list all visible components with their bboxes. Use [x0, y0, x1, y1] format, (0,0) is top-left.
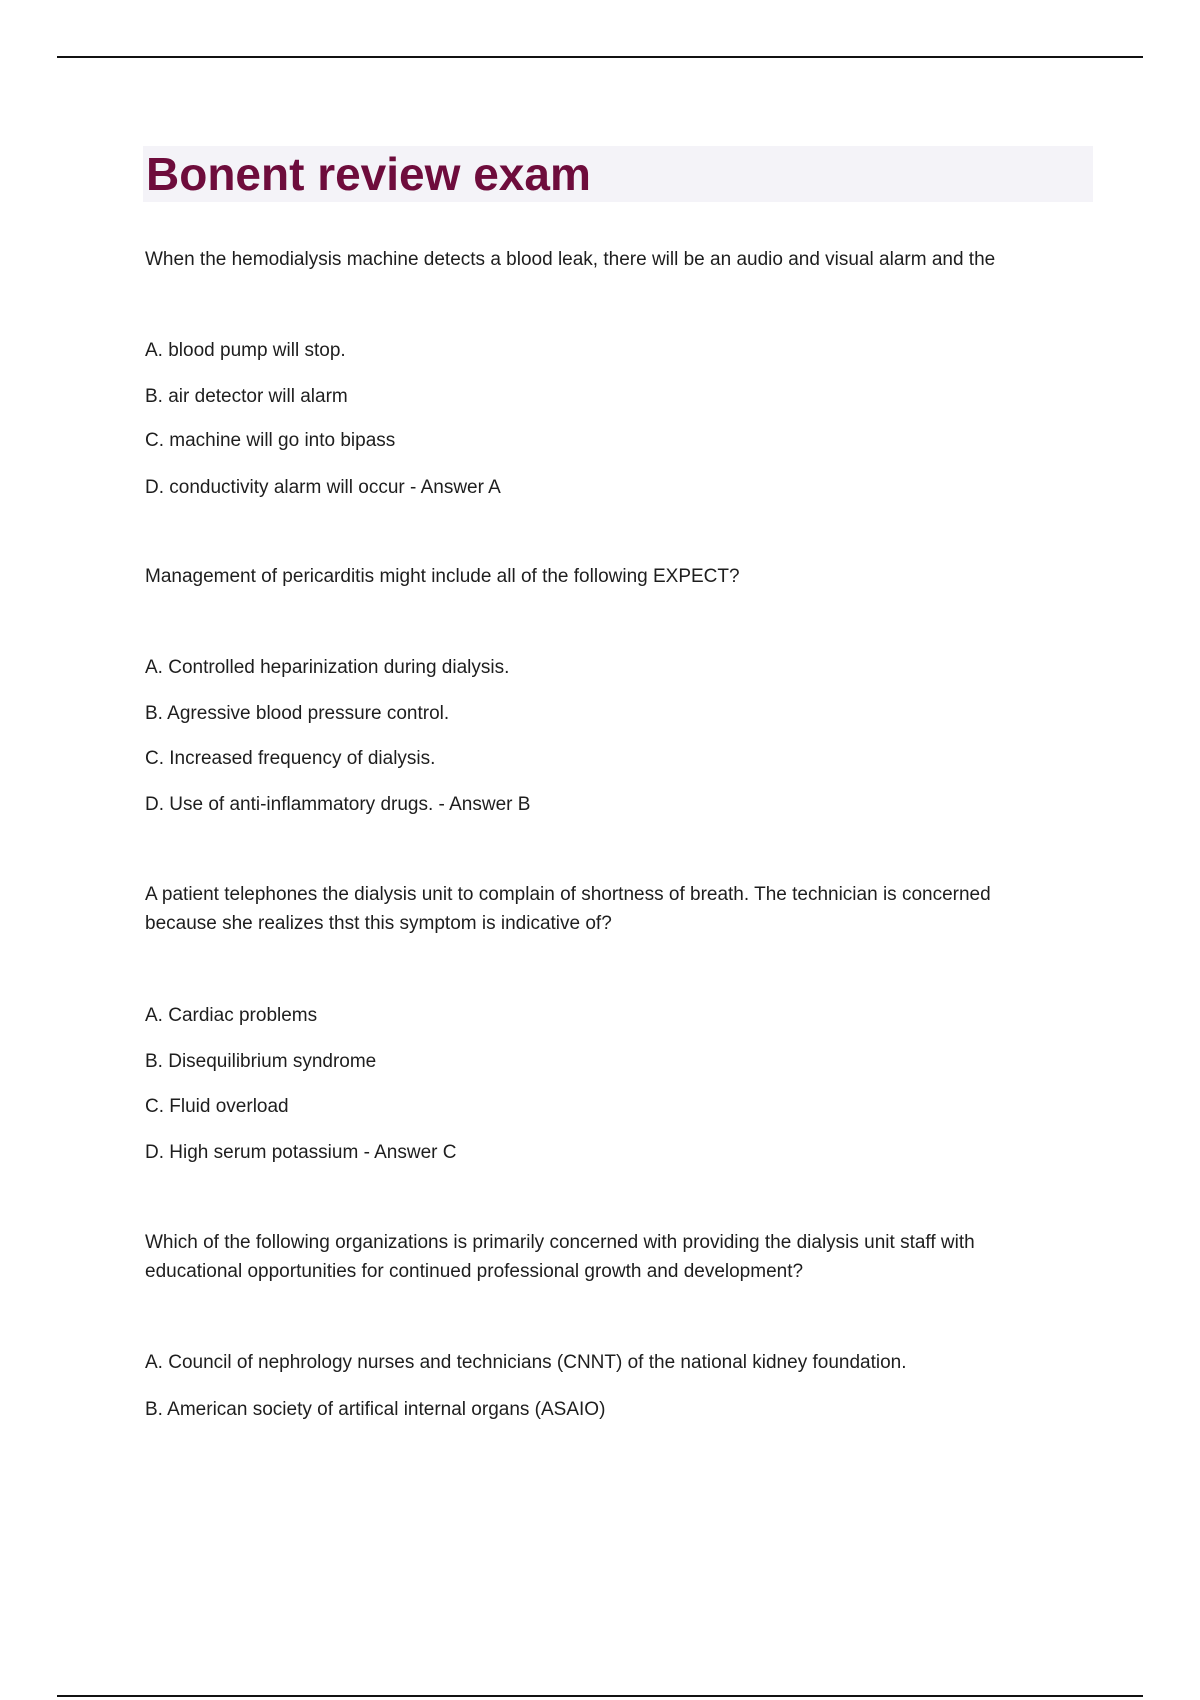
question-3-option-b: B. Disequilibrium syndrome	[145, 1051, 377, 1072]
question-3-option-a: A. Cardiac problems	[145, 1005, 318, 1026]
question-1-prompt: When the hemodialysis machine detects a blood leak, there will be an audio and visual alarm and the	[145, 249, 996, 270]
question-3-prompt-line-2: because she realizes thst this symptom is indicative of?	[145, 913, 612, 934]
question-1-option-a: A. blood pump will stop.	[145, 340, 346, 361]
question-1-option-c: C. machine will go into bipass	[145, 430, 396, 451]
document-title: Bonent review exam	[146, 148, 591, 200]
question-1-option-b: B. air detector will alarm	[145, 386, 348, 407]
question-1-option-d: D. conductivity alarm will occur - Answer A	[145, 477, 501, 498]
question-4-prompt-line-1: Which of the following organizations is primarily concerned with providing the dialysis unit staff with	[145, 1232, 975, 1253]
question-2-option-d: D. Use of anti-inflammatory drugs. - Answer B	[145, 794, 531, 815]
bottom-rule	[57, 1695, 1143, 1697]
question-3-option-c: C. Fluid overload	[145, 1096, 289, 1117]
question-2-option-c: C. Increased frequency of dialysis.	[145, 748, 436, 769]
question-3-prompt-line-1: A patient telephones the dialysis unit to complain of shortness of breath. The technician is concerned	[145, 884, 991, 905]
question-2-option-b: B. Agressive blood pressure control.	[145, 703, 450, 724]
question-4-option-b: B. American society of artifical internal organs (ASAIO)	[145, 1399, 606, 1420]
question-2-option-a: A. Controlled heparinization during dialysis.	[145, 657, 510, 678]
top-rule	[57, 56, 1143, 58]
question-2-prompt: Management of pericarditis might include all of the following EXPECT?	[145, 566, 740, 587]
question-3-option-d: D. High serum potassium - Answer C	[145, 1142, 457, 1163]
question-4-option-a: A. Council of nephrology nurses and technicians (CNNT) of the national kidney foundation.	[145, 1352, 907, 1373]
question-4-prompt-line-2: educational opportunities for continued professional growth and development?	[145, 1261, 804, 1282]
